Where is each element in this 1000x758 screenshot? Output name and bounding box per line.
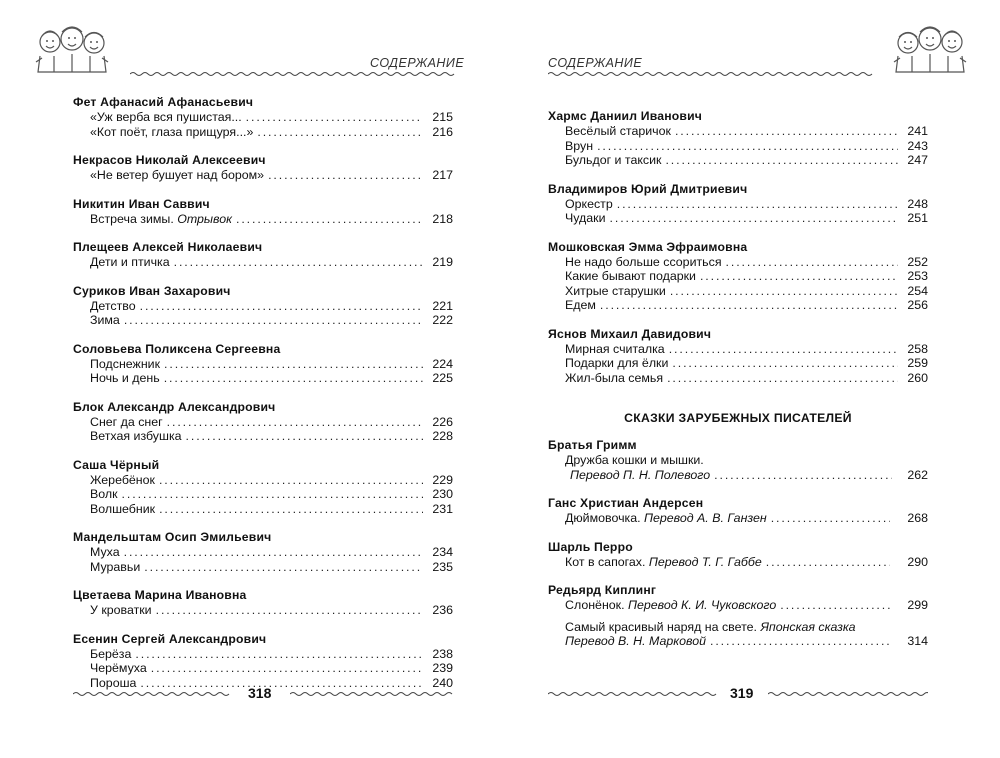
leader-dots <box>670 284 898 299</box>
toc-entry <box>73 603 453 618</box>
leader-dots <box>144 560 423 575</box>
entry-title: Слонёнок. <box>565 598 625 612</box>
entry-title: Жил-была семья <box>565 370 664 385</box>
entry-page: 222 <box>432 313 453 327</box>
entry-page: 258 <box>907 341 928 356</box>
toc-entry <box>73 212 453 227</box>
toc-entry <box>73 487 453 502</box>
leader-dots <box>669 342 898 357</box>
toc-entry <box>548 453 928 482</box>
author-name: Владимиров Юрий Дмитриевич <box>548 181 748 196</box>
leader-dots <box>164 357 423 372</box>
entry-title: Едем <box>565 298 596 312</box>
entry-note: Перевод В. Н. Марковой <box>565 634 706 648</box>
leader-dots <box>714 468 892 483</box>
leader-dots <box>257 125 423 140</box>
entry-page: 235 <box>432 559 453 574</box>
leader-dots <box>268 168 423 183</box>
header-wave-rule <box>130 70 455 78</box>
entry-note: Японская сказка <box>760 619 856 634</box>
footer-wave-left <box>548 690 718 698</box>
entry-title: Кот в сапогах. <box>565 554 646 569</box>
entry-title: Встреча зимы. <box>90 211 174 226</box>
toc-entry <box>73 560 453 575</box>
leader-dots <box>597 139 898 154</box>
entry-title: Снег да снег <box>90 414 163 429</box>
leader-dots <box>726 255 898 270</box>
entry-title: Детство <box>90 298 136 313</box>
entry-title: Чудаки <box>565 211 606 225</box>
entry-title: «Кот поёт, глаза прищуря...» <box>90 124 254 139</box>
entry-page: 221 <box>432 298 453 313</box>
entry-page: 226 <box>432 414 453 429</box>
entry-title: Подснежник <box>90 356 161 371</box>
entry-page: 231 <box>432 501 453 516</box>
leader-dots <box>124 313 423 328</box>
toc-entry <box>73 661 453 676</box>
leader-dots <box>140 676 423 691</box>
entry-page: 217 <box>432 168 453 182</box>
author-name: Саша Чёрный <box>73 457 160 472</box>
toc-left <box>73 95 453 690</box>
toc-entry <box>73 371 453 386</box>
entry-page: 262 <box>907 467 928 482</box>
entry-page: 256 <box>907 298 928 312</box>
footer-wave-right <box>290 690 455 698</box>
author-name: Суриков Иван Захарович <box>73 283 231 298</box>
section-title: СКАЗКИ ЗАРУБЕЖНЫХ ПИСАТЕЛЕЙ <box>624 411 852 425</box>
leader-dots <box>140 299 423 314</box>
entry-page: 216 <box>432 124 453 139</box>
entry-note: Перевод А. В. Ганзен <box>644 511 767 525</box>
entry-title: Какие бывают подарки <box>565 269 696 283</box>
toc-entry <box>73 415 453 430</box>
author-name: Мандельштам Осип Эмильевич <box>73 530 272 544</box>
toc-entry <box>73 299 453 314</box>
entry-page: 228 <box>432 429 453 443</box>
running-header: СОДЕРЖАНИЕ <box>370 56 465 70</box>
toc-entry <box>548 298 928 313</box>
entry-page: 240 <box>432 675 453 690</box>
author-name: Никитин Иван Саввич <box>73 196 210 211</box>
leader-dots <box>700 269 898 284</box>
entry-page: 236 <box>432 603 453 617</box>
author-name: Братья Гримм <box>548 438 637 452</box>
leader-dots <box>780 598 890 613</box>
entry-title: Самый красивый наряд на свете. <box>565 619 757 634</box>
entry-title: «Не ветер бушует над бором» <box>90 168 265 182</box>
children-illustration-icon <box>34 24 110 76</box>
entry-title: Волк <box>90 487 118 501</box>
entry-page: 225 <box>432 371 453 385</box>
toc-entry <box>73 357 453 372</box>
leader-dots <box>675 124 898 139</box>
author-name: Некрасов Николай Алексеевич <box>73 153 266 167</box>
author-name: Яснов Михаил Давидович <box>548 326 712 341</box>
entry-page: 247 <box>907 153 928 167</box>
toc-entry <box>548 511 928 526</box>
toc-entry <box>73 502 453 517</box>
entry-title: Не надо больше ссориться <box>565 254 722 269</box>
toc-entry <box>548 139 928 154</box>
leader-dots <box>236 212 423 227</box>
author-name: Шарль Перро <box>548 539 633 554</box>
entry-title: Оркестр <box>565 196 613 211</box>
entry-title: Ночь и день <box>90 371 160 385</box>
author-name: Мошковская Эмма Эфраимовна <box>548 239 748 254</box>
leader-dots <box>156 603 423 618</box>
leader-dots <box>771 511 890 526</box>
toc-entry <box>548 620 928 649</box>
entry-page: 254 <box>907 283 928 298</box>
leader-dots <box>186 429 423 444</box>
toc-right <box>548 95 928 649</box>
entry-title: У кроватки <box>90 603 152 617</box>
entry-title: Весёлый старичок <box>565 124 671 138</box>
toc-entry <box>548 211 928 226</box>
toc-entry <box>548 284 928 299</box>
footer-wave-right <box>768 690 928 698</box>
entry-title: Муравьи <box>90 559 141 574</box>
toc-entry <box>548 269 928 284</box>
entry-title: Мирная считалка <box>565 341 665 356</box>
entry-page: 243 <box>907 138 928 153</box>
toc-entry <box>73 313 453 328</box>
toc-entry <box>548 555 928 570</box>
entry-page: 230 <box>432 487 453 501</box>
author-name: Цветаева Марина Ивановна <box>73 588 247 602</box>
entry-page: 239 <box>432 661 453 675</box>
author-name: Блок Александр Александрович <box>73 399 276 414</box>
leader-dots <box>710 634 890 649</box>
entry-page: 251 <box>907 211 928 225</box>
author-name: Фет Афанасий Афанасьевич <box>73 95 254 109</box>
children-illustration-icon <box>892 24 968 76</box>
toc-entry <box>548 255 928 270</box>
entry-title: Бульдог и таксик <box>565 153 662 167</box>
toc-entry <box>73 473 453 488</box>
entry-page: 290 <box>907 554 928 569</box>
leader-dots <box>174 255 423 270</box>
toc-entry <box>73 255 453 270</box>
running-header: СОДЕРЖАНИЕ <box>548 56 643 70</box>
entry-note: Перевод К. И. Чуковского <box>628 598 777 612</box>
entry-page: 218 <box>432 211 453 226</box>
entry-title: Черёмуха <box>90 661 147 675</box>
leader-dots <box>617 197 898 212</box>
entry-page: 268 <box>907 511 928 525</box>
entry-title: «Уж верба вся пушистая... <box>90 110 242 124</box>
toc-entry <box>73 429 453 444</box>
entry-title: Подарки для ёлки <box>565 356 669 370</box>
author-name: Есенин Сергей Александрович <box>73 631 267 646</box>
leader-dots <box>610 211 898 226</box>
leader-dots <box>135 647 423 662</box>
entry-page: 234 <box>432 545 453 559</box>
entry-page: 252 <box>907 254 928 269</box>
header-wave-rule <box>548 70 878 78</box>
entry-title: Зима <box>90 313 120 327</box>
leader-dots <box>159 502 423 517</box>
leader-dots <box>167 415 423 430</box>
entry-title: Жеребёнок <box>90 472 155 487</box>
toc-entry <box>548 342 928 357</box>
leader-dots <box>665 153 898 168</box>
toc-entry <box>548 371 928 386</box>
entry-page: 248 <box>907 196 928 211</box>
toc-entry <box>73 545 453 560</box>
entry-page: 238 <box>432 646 453 661</box>
leader-dots <box>159 473 423 488</box>
toc-entry <box>548 356 928 371</box>
entry-title: Берёза <box>90 646 132 661</box>
entry-note: Отрывок <box>177 211 232 226</box>
toc-entry <box>73 647 453 662</box>
toc-entry <box>73 168 453 183</box>
entry-title: Врун <box>565 138 594 153</box>
leader-dots <box>122 487 423 502</box>
entry-title: Хитрые старушки <box>565 283 666 298</box>
toc-entry <box>548 197 928 212</box>
entry-title: Ветхая избушка <box>90 429 182 443</box>
entry-title: Дружба кошки и мышки. <box>565 453 704 467</box>
leader-dots <box>164 371 423 386</box>
author-name: Редьярд Киплинг <box>548 583 657 597</box>
toc-entry <box>548 598 928 613</box>
leader-dots <box>667 371 898 386</box>
author-name: Соловьева Поликсена Сергеевна <box>73 341 281 356</box>
leader-dots <box>124 545 423 560</box>
leader-dots <box>600 298 898 313</box>
toc-entry <box>548 124 928 139</box>
leader-dots <box>151 661 423 676</box>
entry-title: Пороша <box>90 675 137 690</box>
toc-entry <box>73 110 453 125</box>
entry-title: Муха <box>90 545 120 559</box>
entry-page: 219 <box>432 255 453 269</box>
entry-title: Дети и птичка <box>90 255 170 269</box>
entry-page: 224 <box>432 356 453 371</box>
entry-page: 229 <box>432 472 453 487</box>
entry-page: 299 <box>907 598 928 612</box>
author-name: Плещеев Алексей Николаевич <box>73 240 263 254</box>
leader-dots <box>246 110 423 125</box>
footer-wave-left <box>73 690 233 698</box>
entry-page: 215 <box>432 110 453 124</box>
right-page <box>500 0 1000 758</box>
entry-page: 314 <box>907 634 928 648</box>
toc-entry <box>73 125 453 140</box>
entry-page: 260 <box>907 370 928 385</box>
author-name: Ганс Христиан Андерсен <box>548 496 704 510</box>
toc-entry <box>548 153 928 168</box>
leader-dots <box>672 356 898 371</box>
entry-title: Волшебник <box>90 501 156 516</box>
entry-page: 241 <box>907 124 928 138</box>
entry-page: 253 <box>907 269 928 283</box>
page-number: 319 <box>730 685 754 701</box>
author-name: Хармс Даниил Иванович <box>548 109 703 123</box>
entry-note: Перевод П. Н. Полевого <box>570 467 711 482</box>
page-number: 318 <box>248 685 272 701</box>
leader-dots <box>766 555 890 570</box>
entry-note: Перевод Т. Г. Габбе <box>648 554 762 569</box>
entry-page: 259 <box>907 356 928 370</box>
entry-title: Дюймовочка. <box>565 511 641 525</box>
